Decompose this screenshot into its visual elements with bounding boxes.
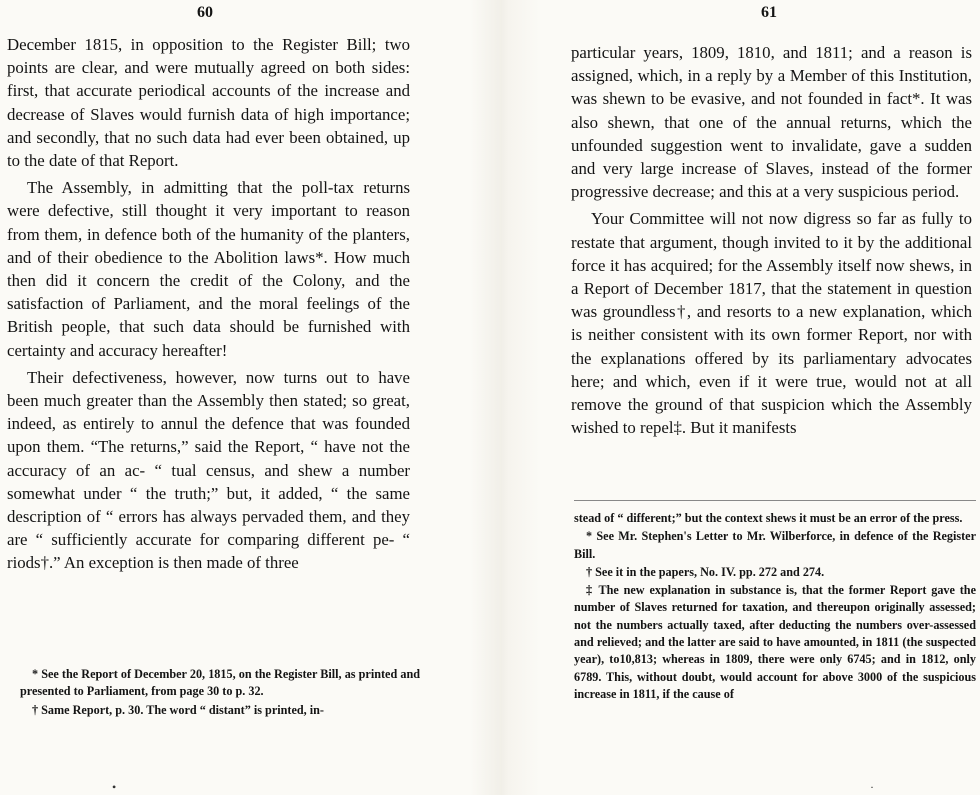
right-paragraph-2: Your Committee will not now digress so far as fully to restate that argument, though invited to it by the additional force it has acquired; for the Assembly itself now shews, in a Report of December 1817, that the statement in question was groundless†, and resorts to a new explanation, which is neither consistent with its own former Report, nor with the explanations offered by its parliamentary advocates here; and which, even if it were true, would not at all remove the ground of that suspicion which the Assembly wished to repel‡. But it manifests <box>571 209 972 438</box>
left-footnotes <box>20 666 420 720</box>
right-page-number: 61 <box>761 4 777 21</box>
right-footnote-1: * See Mr. Stephen's Letter to Mr. Wilberforce, in defence of the Register Bill. <box>574 529 976 561</box>
left-paragraph-3: Their defectiveness, however, now turns out to have been much greater than the Assembly then stated; so great, indeed, as entirely to annul the defence that was founded upon them. “The returns,” said the Report, “ have not the accuracy of an ac- “ tual census, and shew a number somewhat under “ the truth;” but, it added, “ the same description of “ errors has always pervaded them, and they are “ sufficiently accurate for comparing different pe- “ riods†.” An exception is then made of three <box>7 367 410 573</box>
left-paragraph-2: The Assembly, in admitting that the poll-tax returns were defective, still thought it very important to reason from them, in defence both of the humanity of the planters, and of their obedience to the Abolition laws*. How much then did it concern the credit of the Colony, and the satisfaction of Parliament, and the moral feelings of the British people, that such data should be furnished with certainty and accuracy hereafter! <box>7 178 410 360</box>
right-page <box>540 0 980 795</box>
right-footnote-rule <box>574 500 976 501</box>
left-page <box>0 0 470 795</box>
left-page-number: 60 <box>197 4 213 21</box>
left-body-text <box>7 33 410 575</box>
book-gutter <box>470 0 540 795</box>
right-footnotes <box>574 510 976 704</box>
left-footnote-1: * See the Report of December 20, 1815, on the Register Bill, as printed and presented to Parliament, from page 30 to p. 32. <box>20 667 420 699</box>
left-footnote-2: † Same Report, p. 30. The word “ distant” is printed, in- <box>32 702 324 717</box>
right-footnote-2: † See it in the papers, No. IV. pp. 272 and 274. <box>586 564 825 579</box>
printer-mark: • <box>112 780 117 794</box>
right-body-text <box>571 41 972 439</box>
right-footnote-3: ‡ The new explanation in substance is, that the former Report gave the number of Slaves returned for taxation, and thereupon originally assessed; not the numbers actually taxed, after deducting the numbers over-assessed and relieved; and the latter are said to have amounted, in 1811 (the suspected year), to10,813; whereas in 1809, there were only 6745; and in 1812, only 6789. This, without doubt, would account for above 3000 of the suspicious increase in 1811, if the cause of <box>574 583 976 701</box>
right-footnote-continued: stead of “ different;” but the context shews it must be an error of the press. <box>574 511 963 525</box>
right-paragraph-1: particular years, 1809, 1810, and 1811; and a reason is assigned, which, in a reply by a Member of this Institution, was shewn to be evasive, and not founded in fact*. It was also shewn, that one of the annual returns, which the unfounded suggestion went to invalidate, gave a sudden and very large increase of Slaves, instead of the former progressive decrease; and this at a very suspicious period. <box>571 43 972 202</box>
left-paragraph-1: December 1815, in opposition to the Register Bill; two points are clear, and were mutually agreed on both sides: first, that accurate periodical accounts of the increase and decrease of Slaves would furnish data of high importance; and secondly, that no such data had ever been obtained, up to the date of that Report. <box>7 35 410 171</box>
printer-mark-right: · <box>870 780 874 794</box>
